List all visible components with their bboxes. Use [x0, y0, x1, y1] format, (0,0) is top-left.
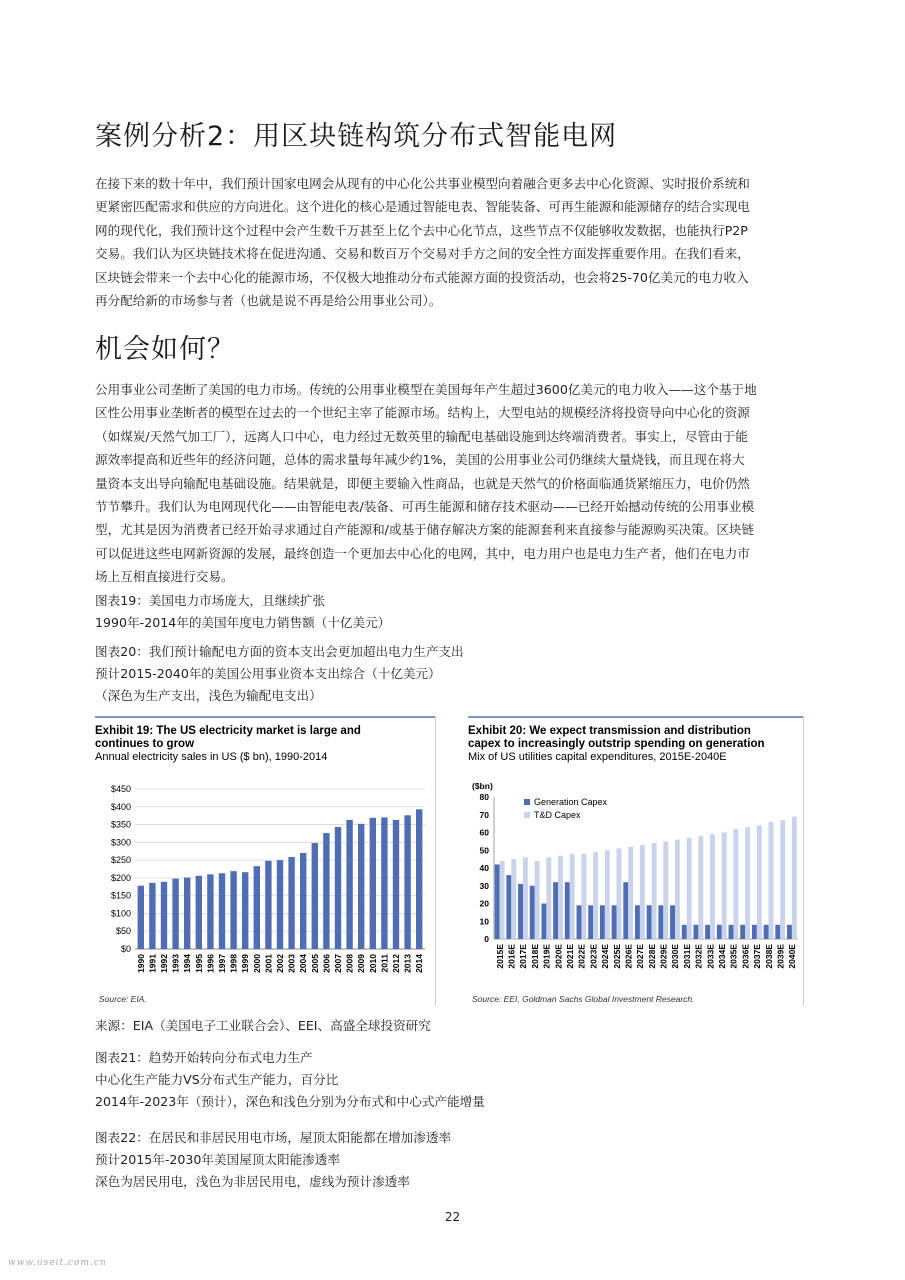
- bar: [404, 815, 410, 949]
- bar-generation: [682, 925, 687, 939]
- bar-td: [558, 856, 563, 939]
- page-number: 22: [444, 1210, 461, 1224]
- y-tick-label: $400: [110, 801, 131, 812]
- x-tick-label: 1997: [217, 954, 227, 973]
- bar-td: [535, 861, 540, 939]
- bar-generation: [495, 864, 500, 939]
- bar-td: [687, 838, 692, 939]
- x-tick-label: 2016E: [506, 944, 517, 969]
- caption-line: 中心化生产能力VS分布式生产能力，百分比: [95, 1072, 339, 1087]
- bar-generation: [623, 882, 628, 939]
- legend-label-generation: Generation Capex: [534, 797, 608, 807]
- x-tick-label: 2018E: [529, 944, 540, 969]
- exhibit-title-line: Exhibit 19: The US electricity market is large and: [95, 725, 361, 737]
- text-line: 场上互相直接进行交易。: [95, 569, 234, 585]
- x-tick-label: 2035E: [728, 944, 739, 969]
- bar-td: [780, 820, 785, 939]
- bar: [207, 874, 213, 949]
- bar-td: [722, 833, 727, 940]
- bar-td: [710, 834, 715, 939]
- bar: [138, 886, 144, 949]
- x-tick-label: 2011: [379, 954, 390, 973]
- text-line: 网的现代化，我们预计这个过程中会产生数千万甚至上亿个去中心化节点，这些节点不仅能够收发数据，也能执行P2P: [95, 222, 748, 238]
- x-tick-label: 2029E: [658, 944, 669, 969]
- bar: [370, 818, 376, 949]
- x-tick-label: 2033E: [705, 944, 716, 969]
- exhibit-top-rule: [468, 716, 803, 718]
- y-tick-label: 60: [479, 827, 489, 838]
- caption-line: 图表19：美国电力市场庞大，且继续扩张: [95, 593, 326, 608]
- bar-generation: [635, 905, 640, 939]
- bar-td: [617, 848, 622, 939]
- bar: [335, 827, 341, 949]
- x-tick-label: 2004: [298, 954, 309, 973]
- x-tick-label: 1998: [228, 954, 239, 973]
- y-tick-label: 40: [479, 863, 489, 873]
- caption-line: （深色为生产支出，浅色为输配电支出）: [95, 688, 322, 703]
- caption-line: 深色为居民用电，浅色为非居民用电，虚线为预计渗透率: [95, 1174, 410, 1189]
- x-tick-label: 2021E: [565, 944, 575, 969]
- y-tick-label: 80: [479, 792, 489, 802]
- bar: [230, 871, 236, 949]
- figure-caption-19: [95, 590, 390, 634]
- x-tick-label: 2020E: [553, 944, 564, 969]
- text-line: 型，尤其是因为消费者已经开始寻求通过自产能源和/或基于储存解决方案的能源套利来直接参与能源购买决策。区块链: [95, 522, 755, 538]
- bar: [381, 817, 387, 949]
- x-tick-label: 2006: [321, 954, 332, 973]
- x-tick-label: 2007: [333, 954, 343, 973]
- caption-line: 2014年-2023年（预计），深色和浅色分别为分布式和中心式产能增量: [95, 1094, 485, 1109]
- bar-td: [593, 852, 598, 939]
- x-tick-label: 2002: [275, 954, 285, 973]
- x-tick-label: 2037E: [752, 944, 763, 969]
- y-tick-label: $150: [110, 890, 131, 901]
- bar-td: [500, 861, 505, 939]
- caption-line: 图表20：我们预计输配电方面的资本支出会更加超出电力生产支出: [95, 644, 464, 659]
- x-tick-label: 2015E: [494, 944, 505, 969]
- figure-caption-22: [95, 1127, 451, 1193]
- bar-generation: [518, 884, 523, 939]
- bar-td: [523, 857, 528, 939]
- y-tick-label: $200: [110, 872, 131, 883]
- bar: [416, 809, 422, 949]
- bar: [300, 853, 306, 949]
- paragraph-case-study: [95, 172, 815, 312]
- bar: [149, 883, 155, 949]
- x-tick-label: 2022E: [576, 944, 587, 969]
- exhibit-subtitle: Annual electricity sales in US ($ bn), 1990-2014: [95, 751, 328, 763]
- bar: [172, 879, 178, 949]
- caption-line: 预计2015年-2030年美国屋顶太阳能渗透率: [95, 1152, 340, 1167]
- x-tick-label: 1996: [205, 954, 216, 973]
- x-tick-label: 2030E: [670, 944, 681, 969]
- bar: [254, 866, 260, 949]
- x-tick-label: 2003: [286, 954, 297, 973]
- x-tick-label: 2014: [414, 954, 425, 973]
- x-tick-label: 1992: [159, 954, 169, 973]
- exhibit-top-rule: [95, 716, 435, 718]
- bar-generation: [693, 925, 698, 939]
- bar-generation: [565, 882, 570, 939]
- figure-caption-20: [95, 641, 464, 707]
- x-tick-label: 2009: [356, 954, 367, 973]
- bar-td: [581, 854, 586, 939]
- exhibit-title-line: continues to grow: [95, 738, 195, 750]
- x-tick-label: 2019E: [541, 944, 552, 969]
- text-line: 节节攀升。我们认为电网现代化——由智能电表/装备、可再生能源和储存技术驱动——已经开始撼动传统的公用事业模: [95, 499, 755, 515]
- caption-line: 预计2015-2040年的美国公用事业资本支出综合（十亿美元）: [95, 666, 441, 681]
- paragraph-opportunity: [95, 378, 815, 589]
- x-tick-label: 2031E: [681, 944, 692, 969]
- exhibit-title: [468, 725, 803, 751]
- x-tick-label: 1994: [182, 954, 193, 973]
- y-tick-label: $450: [110, 784, 131, 794]
- bar-td: [792, 817, 797, 939]
- bar-td: [640, 845, 645, 939]
- bar: [312, 843, 318, 949]
- y-tick-label: 0: [484, 934, 489, 944]
- y-tick-label: 30: [479, 880, 489, 891]
- y-tick-label: 50: [479, 845, 489, 856]
- exhibit-subtitle: Mix of US utilities capital expenditures, 2015E-2040E: [468, 751, 727, 763]
- bar-td: [745, 827, 750, 939]
- bar: [184, 878, 190, 949]
- y-tick-label: $50: [115, 926, 131, 937]
- bar-generation: [577, 905, 582, 939]
- y-tick-label: $300: [110, 837, 131, 848]
- figure-caption-21: [95, 1047, 485, 1113]
- caption-line: 图表22：在居民和非居民用电市场，屋顶太阳能都在增加渗透率: [95, 1130, 452, 1145]
- text-line: （如煤炭/天然气加工厂），远离人口中心，电力经过无数英里的输配电基础设施到达终端消费者。事实上，尽管由于能: [95, 428, 748, 444]
- legend-label-td: T&D Capex: [534, 810, 581, 820]
- bar-generation: [670, 905, 675, 939]
- exhibit-title-line: capex to increasingly outstrip spending on generation: [468, 738, 765, 750]
- x-tick-label: 1995: [193, 954, 204, 973]
- x-tick-label: 2023E: [588, 944, 599, 969]
- chart-electricity-sales: [95, 771, 435, 1001]
- x-tick-label: 2008: [344, 954, 355, 973]
- text-line: 区块链会带来一个去中心化的能源市场，不仅极大地推动分布式能源方面的投资活动，也会将25-70亿美元的电力收入: [95, 269, 749, 285]
- bar-td: [675, 840, 680, 939]
- x-tick-label: 2034E: [717, 944, 727, 969]
- caption-line: 图表21：趋势开始转向分布式电力生产: [95, 1050, 313, 1065]
- x-tick-label: 2032E: [693, 944, 704, 969]
- y-tick-label: 70: [479, 809, 489, 820]
- exhibit-title-line: Exhibit 20: We expect transmission and distribution: [468, 725, 751, 737]
- bar-generation: [588, 905, 593, 939]
- x-tick-label: 2005: [309, 954, 320, 973]
- x-tick-label: 2000: [251, 954, 262, 973]
- x-tick-label: 2013: [402, 954, 413, 973]
- bar: [358, 824, 364, 949]
- bar-td: [733, 829, 738, 939]
- bar: [242, 872, 248, 949]
- bar-td: [663, 841, 668, 939]
- text-line: 在接下来的数十年中，我们预计国家电网会从现有的中心化公共事业模型向着融合更多去中心化资源、实时报价系统和: [95, 176, 750, 191]
- text-line: 源效率提高和近些年的经济问题，总体的需求量每年减少约1%，美国的公用事业公司仍继续大量烧钱，而且现在将大: [95, 452, 745, 468]
- legend-swatch-td: [524, 812, 530, 818]
- x-tick-label: 1999: [240, 954, 251, 973]
- bar: [219, 873, 225, 949]
- exhibit-source: Source: EEI, Goldman Sachs Global Investment Research.: [472, 994, 695, 1004]
- bar-td: [511, 859, 516, 939]
- y-tick-label: $100: [110, 908, 131, 919]
- text-line: 公用事业公司垄断了美国的电力市场。传统的公用事业模型在美国每年产生超过3600亿美元的电力收入——这个基于地: [95, 382, 757, 397]
- bar: [393, 820, 399, 949]
- text-line: 可以促进这些电网新资源的发展，最终创造一个更加去中心化的电网，其中，电力用户也是电力生产者，他们在电力市: [95, 545, 750, 561]
- section-heading-case-study: 案例分析2：用区块链构筑分布式智能电网: [95, 121, 618, 152]
- bar-td: [570, 854, 575, 939]
- exhibit-title: [95, 725, 435, 751]
- x-tick-label: 2039E: [775, 944, 786, 969]
- bar-td: [698, 836, 703, 939]
- bar-generation: [717, 925, 722, 939]
- bar: [288, 857, 294, 949]
- exhibit-source: Source: EIA.: [99, 994, 147, 1004]
- bar-generation: [541, 904, 546, 940]
- bar-generation: [612, 905, 617, 939]
- x-tick-label: 2001: [263, 954, 274, 973]
- y-unit-label: ($bn): [472, 781, 493, 791]
- x-tick-label: 2017E: [518, 944, 529, 969]
- bar-generation: [506, 875, 511, 939]
- x-tick-label: 2024E: [600, 944, 611, 969]
- bar: [161, 882, 167, 949]
- y-tick-label: $350: [110, 819, 131, 830]
- y-tick-label: $250: [110, 855, 131, 866]
- bar-generation: [740, 925, 745, 939]
- bar-td: [652, 843, 657, 939]
- x-tick-label: 2025E: [611, 944, 622, 969]
- x-tick-label: 2040E: [787, 944, 798, 969]
- bar-td: [757, 825, 762, 939]
- bar-td: [628, 847, 633, 939]
- bar-generation: [705, 925, 710, 939]
- section-heading-opportunity: 机会如何？: [95, 334, 235, 365]
- bar: [346, 820, 352, 949]
- text-line: 再分配给新的市场参与者（也就是说不再是给公用事业公司）。: [95, 293, 442, 309]
- bar-generation: [752, 925, 757, 939]
- bar-generation: [775, 925, 780, 939]
- text-line: 交易。我们认为区块链技术将在促进沟通、交易和数百万个交易对手方之间的安全性方面发挥重要作用。在我们看来，: [95, 246, 750, 262]
- exhibit-20: [468, 716, 804, 1006]
- x-tick-label: 1993: [170, 954, 181, 973]
- x-tick-label: 1990: [135, 954, 146, 973]
- x-tick-label: 1991: [147, 954, 158, 973]
- y-tick-label: $0: [120, 944, 131, 954]
- bar-generation: [647, 905, 652, 939]
- x-tick-label: 2038E: [763, 944, 774, 969]
- caption-line: 1990年-2014年的美国年度电力销售额（十亿美元）: [95, 615, 391, 630]
- bar-generation: [764, 925, 769, 939]
- bar: [277, 860, 283, 949]
- text-line: 更紧密匹配需求和供应的方向进化。这个进化的核心是通过智能电表、智能装备、可再生能源和能源储存的结合实现电: [95, 199, 750, 215]
- x-tick-label: 2010: [367, 954, 378, 973]
- bar-generation: [729, 925, 734, 939]
- bar: [265, 861, 271, 949]
- y-tick-label: 20: [479, 898, 489, 909]
- bar-generation: [530, 886, 535, 939]
- bar-generation: [658, 905, 663, 939]
- x-tick-label: 2036E: [740, 944, 751, 969]
- x-tick-label: 2027E: [635, 944, 646, 969]
- bar-td: [769, 822, 774, 939]
- chart-utility-capex: [468, 771, 803, 1001]
- bar-td: [546, 857, 551, 939]
- text-line: 量资本支出导向输配电基础设施。结果就是，即便主要输入性商品，也就是天然气的价格面临通货紧缩压力，电价仍然: [95, 475, 750, 491]
- x-tick-label: 2026E: [623, 944, 634, 969]
- x-tick-label: 2028E: [646, 944, 657, 969]
- text-line: 区性公用事业垄断者的模型在过去的一个世纪主宰了能源市场。结构上，大型电站的规模经济将投资导向中心化的资源: [95, 405, 750, 421]
- exhibit-19: [95, 716, 436, 1006]
- y-tick-label: 10: [479, 916, 489, 927]
- bar-generation: [787, 925, 792, 939]
- bar-td: [605, 850, 610, 939]
- bar-generation: [600, 905, 605, 939]
- legend-swatch-generation: [524, 799, 530, 805]
- watermark: www.useit.com.cn: [8, 1258, 107, 1268]
- bar: [196, 876, 202, 949]
- x-tick-label: 2012: [391, 954, 401, 973]
- figures-source-note: 来源：EIA（美国电子工业联合会）、EEI、高盛全球投资研究: [95, 1018, 431, 1033]
- bar: [323, 833, 329, 949]
- bar-generation: [553, 882, 558, 939]
